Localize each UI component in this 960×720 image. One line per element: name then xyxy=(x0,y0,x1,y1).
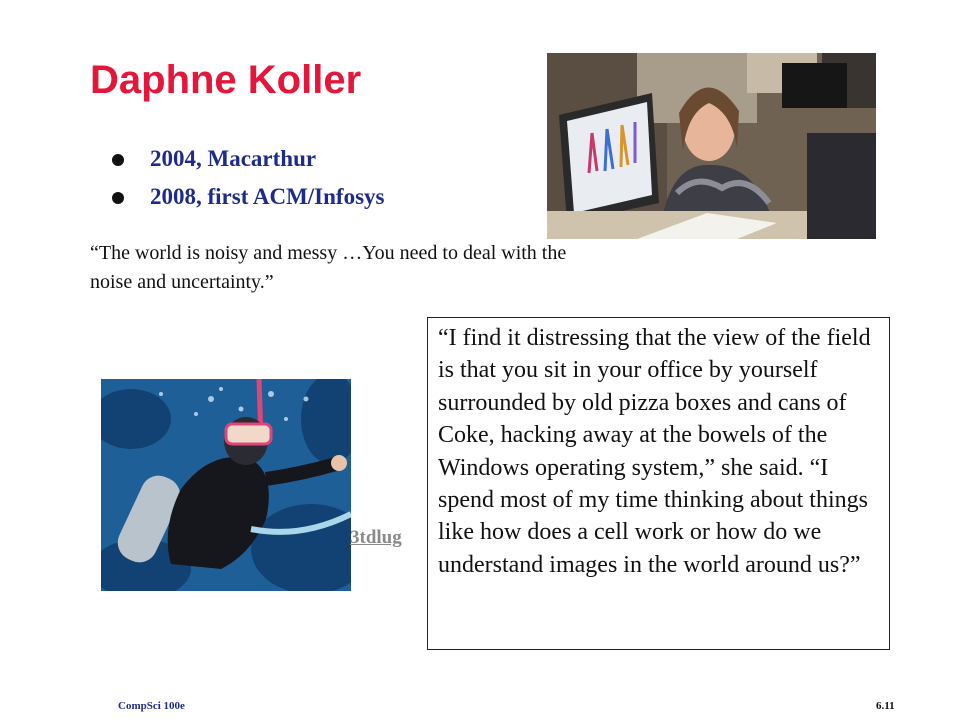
bullet-dot-icon xyxy=(112,154,124,166)
bullet-text: 2008, first ACM/Infosys xyxy=(150,184,385,209)
bullet-dot-icon xyxy=(112,192,124,204)
desk-photo xyxy=(547,53,876,239)
broken-image-link[interactable]: 3tdlug xyxy=(350,527,402,548)
long-quote-box: “I find it distressing that the view of the field is that you sit in your office by yourself surrounded by old pizza boxes and cans of Coke, hacking away at the bowels of the Windows operating system,” she said. “I spend most of my time thinking about things like how does a cell work or how do we understand images in the world around us?” xyxy=(427,317,890,650)
short-quote: “The world is noisy and messy …You need to deal with the noise and uncertainty.” xyxy=(90,242,567,293)
footer-page-number: 6.11 xyxy=(876,700,895,712)
diver-photo xyxy=(101,379,351,591)
bullet-list xyxy=(112,142,384,218)
footer-course: CompSci 100e xyxy=(118,700,185,712)
bullet-item xyxy=(112,180,384,218)
bullet-text: 2004, Macarthur xyxy=(150,146,317,171)
slide-title: Daphne Koller xyxy=(90,58,362,102)
bullet-item xyxy=(112,142,384,180)
